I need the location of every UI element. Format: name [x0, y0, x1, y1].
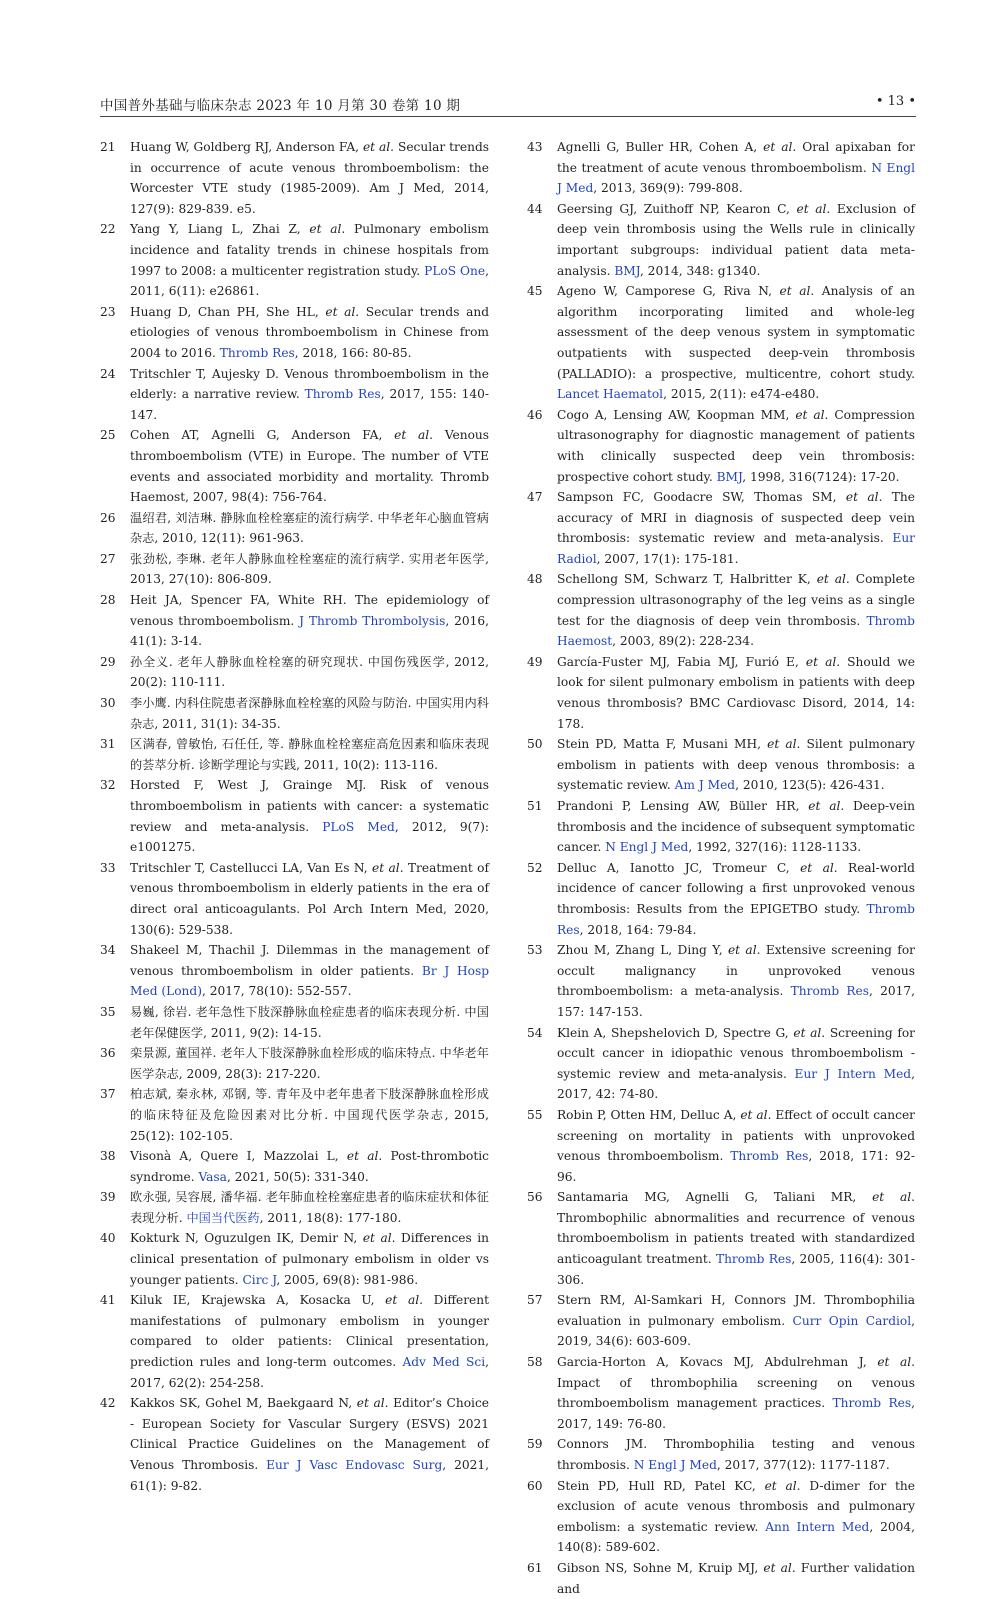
- et-al-text: et al: [740, 1107, 768, 1122]
- reference-authors-text: Connors JM. Thrombophilia testing and venous thrombosis.: [557, 1437, 915, 1472]
- reference-authors-text: Robin P, Otten HM, Delluc A,: [557, 1107, 741, 1122]
- reference-text: [130, 549, 489, 590]
- reference-number: 34: [100, 943, 116, 958]
- reference-citation-text: , 2011, 18(8): 177-180.: [259, 1210, 402, 1225]
- reference-number: 28: [100, 593, 116, 608]
- reference-text: [130, 734, 489, 775]
- reference-citation-text: , 2017, 377(12): 1177-1187.: [716, 1458, 890, 1472]
- reference-number: 52: [527, 860, 543, 875]
- journal-title: 中国普外基础与临床杂志 2023 年 10 月第 30 卷第 10 期: [100, 98, 461, 114]
- et-al-text: et al: [356, 1396, 385, 1411]
- reference-authors-text: Tritschler T, Aujesky D. Venous thromboembolism in the elderly: a narrative review.: [130, 366, 489, 402]
- reference-number: 55: [527, 1107, 543, 1122]
- reference-item: [100, 1393, 489, 1496]
- reference-number: 51: [527, 799, 543, 813]
- journal-link[interactable]: Thromb Res: [730, 1149, 809, 1164]
- reference-item: [527, 734, 915, 796]
- reference-authors-text: Zhou M, Zhang L, Ding Y,: [557, 943, 728, 958]
- reference-citation-text: , 2018, 164: 79-84.: [579, 922, 697, 937]
- et-al-text: et al: [808, 799, 841, 813]
- reference-number: 33: [100, 860, 116, 875]
- reference-title-text: . Deep-vein thrombosis and the incidence of subsequent symptomatic cancer.: [557, 799, 915, 855]
- journal-link[interactable]: Lancet Haematol: [557, 387, 664, 402]
- reference-item: [527, 1434, 915, 1475]
- journal-link[interactable]: BMJ: [614, 263, 640, 278]
- reference-item: [100, 219, 489, 301]
- reference-text: [130, 652, 489, 693]
- reference-item: [100, 302, 489, 364]
- reference-number: 49: [527, 654, 543, 669]
- et-al-text: et al: [872, 1190, 912, 1205]
- reference-text: [130, 364, 489, 426]
- reference-title-text: . Should we look for silent pulmonary embolism in patients with deep venous thrombosis? BMC Cardiovasc Disord, 2014, 14: 178.: [557, 654, 915, 731]
- reference-title-text: . Post-thrombotic syndrome.: [130, 1149, 489, 1184]
- reference-text: [557, 405, 915, 487]
- reference-number: 54: [527, 1025, 543, 1040]
- journal-link[interactable]: Br J Hosp Med (Lond): [130, 963, 489, 999]
- reference-title-text: . Oral apixaban for the treatment of acute venous thromboembolism.: [557, 140, 915, 175]
- reference-authors-text: Tritschler T, Castellucci LA, Van Es N,: [130, 860, 373, 875]
- reference-text: [130, 425, 489, 507]
- reference-number: 32: [100, 778, 116, 793]
- reference-item: [527, 1476, 915, 1558]
- reference-item: [100, 549, 489, 590]
- reference-text: [557, 1187, 915, 1290]
- reference-text: [557, 1476, 915, 1558]
- reference-text: [130, 1084, 489, 1146]
- journal-link[interactable]: N Engl J Med: [633, 1458, 717, 1472]
- reference-citation-text: , 2011, 6(11): e26861.: [130, 263, 489, 299]
- reference-text: [557, 137, 915, 199]
- reference-text: [557, 652, 915, 734]
- journal-link[interactable]: BMJ: [716, 469, 743, 484]
- reference-text: [557, 1434, 915, 1475]
- journal-link[interactable]: Thromb Res: [557, 901, 915, 937]
- journal-link[interactable]: Thromb Res: [832, 1396, 912, 1411]
- et-al-text: et al: [767, 737, 797, 752]
- reference-title-text: . Different manifestations of pulmonary embolism in younger compared to older patients: Clinical presentation, prediction rules and long-term outcomes.: [130, 1293, 490, 1370]
- reference-title-text: . Effect of occult cancer screening on mortality in patients with unprovoked venous thromboembolism.: [557, 1107, 916, 1164]
- reference-authors-text: Sampson FC, Goodacre SW, Thomas SM,: [557, 490, 846, 505]
- et-al-text: et al: [763, 1560, 792, 1575]
- journal-link[interactable]: Circ J: [242, 1272, 277, 1287]
- reference-number: 24: [100, 366, 116, 381]
- reference-item: [527, 652, 915, 734]
- journal-link[interactable]: PLoS One: [424, 263, 486, 278]
- reference-number: 31: [100, 737, 116, 752]
- reference-text: [130, 858, 489, 940]
- reference-citation-text: , 2013, 369(9): 799-808.: [593, 181, 743, 196]
- reference-authors-text: 区满春, 曾敏怡, 石任任, 等. 静脉血栓栓塞症高危因素和临床表现的荟萃分析. 诊断学理论与实践, 2011, 10(2): 113-116.: [130, 737, 489, 772]
- reference-item: [100, 425, 489, 507]
- reference-number: 38: [100, 1149, 116, 1164]
- journal-link[interactable]: Vasa: [198, 1169, 227, 1184]
- reference-authors-text: Klein A, Shepshelovich D, Spectre G,: [557, 1025, 794, 1040]
- reference-item: [527, 569, 915, 651]
- reference-citation-text: , 2005, 69(8): 981-986.: [276, 1272, 419, 1287]
- reference-number: 40: [100, 1231, 116, 1246]
- reference-number: 59: [527, 1437, 543, 1452]
- reference-authors-text: 易巍, 徐岩. 老年急性下肢深静脉血栓症患者的临床表现分析. 中国老年保健医学, 2011, 9(2): 14-15.: [130, 1004, 489, 1040]
- reference-citation-text: , 2019, 34(6): 603-609.: [557, 1313, 916, 1349]
- reference-authors-text: Stern RM, Al-Samkari H, Connors JM. Thrombophilia evaluation in pulmonary embolism.: [557, 1293, 915, 1328]
- reference-text: [557, 1352, 915, 1434]
- reference-authors-text: Santamaria MG, Agnelli G, Taliani MR,: [557, 1190, 873, 1205]
- reference-item: [527, 940, 915, 1022]
- reference-item: [527, 858, 915, 940]
- reference-authors-text: Huang D, Chan PH, She HL,: [130, 304, 326, 319]
- reference-item: [527, 1352, 915, 1434]
- reference-text: [130, 590, 489, 652]
- et-al-text: et al: [763, 140, 793, 154]
- reference-authors-text: Yang Y, Liang L, Zhai Z,: [130, 222, 310, 237]
- reference-authors-text: 柏志斌, 秦永林, 邓钢, 等. 青年及中老年患者下肢深静脉血栓形成的临床特征及危险因素对比分析. 中国现代医学杂志, 2015, 25(12): 102-105.: [130, 1087, 489, 1143]
- references-column-left: [100, 137, 489, 1496]
- reference-item: [100, 1228, 489, 1290]
- et-al-text: et al: [779, 284, 811, 299]
- reference-number: 26: [100, 510, 116, 525]
- reference-number: 60: [527, 1478, 543, 1493]
- journal-link[interactable]: Curr Opin Cardiol: [792, 1313, 912, 1328]
- et-al-text: et al: [362, 1231, 392, 1246]
- reference-item: [527, 796, 915, 858]
- et-al-text: et al: [805, 654, 837, 669]
- reference-title-text: . Impact of thrombophilia screening on venous thromboembolism management practices.: [557, 1355, 915, 1411]
- et-al-text: et al: [346, 1149, 379, 1164]
- reference-title-text: . Treatment of venous thromboembolism in elderly patients in the era of direct oral anticoagulants. Pol Arch Intern Med, 2020, 130(6): 529-538.: [130, 860, 489, 937]
- journal-link[interactable]: Eur J Vasc Endovasc Surg: [266, 1458, 443, 1472]
- journal-link[interactable]: Thromb Haemost: [557, 613, 915, 649]
- reference-number: 45: [527, 284, 543, 299]
- et-al-text: et al: [795, 407, 825, 422]
- reference-authors-text: 李小鹰. 内科住院患者深静脉血栓栓塞的风险与防治. 中国实用内科杂志, 2011, 31(1): 34-35.: [130, 696, 489, 731]
- reference-authors-text: 欧永强, 吴容展, 潘华福. 老年肺血栓栓塞症患者的临床症状和体征表现分析.: [130, 1190, 489, 1225]
- reference-title-text: . Screening for occult cancer in idiopathic venous thromboembolism - systemic review and meta-analysis.: [557, 1025, 915, 1081]
- reference-item: [527, 1290, 915, 1352]
- reference-number: 58: [527, 1355, 543, 1370]
- et-al-text: et al: [309, 222, 342, 237]
- reference-title-text: . Venous thromboembolism (VTE) in Europe. The number of VTE events and associated morbidity and mortality. Thromb Haemost, 2007, 98(4): 756-764.: [130, 428, 490, 505]
- et-al-text: et al: [385, 1293, 420, 1308]
- reference-item: [527, 137, 915, 199]
- reference-title-text: . Real-world incidence of cancer following a first unprovoked venous thrombosis: Results from the EPIGETBO study.: [557, 860, 915, 916]
- journal-link[interactable]: Thromb Res: [219, 345, 295, 360]
- reference-authors-text: Agnelli G, Buller HR, Cohen A,: [557, 140, 764, 154]
- reference-text: [557, 487, 915, 569]
- reference-authors-text: Cohen AT, Agnelli G, Anderson FA,: [130, 428, 395, 443]
- et-al-text: et al: [877, 1355, 912, 1370]
- reference-title-text: . Complete compression ultrasonography of the leg veins as a single test for the diagnosis of deep vein thrombosis.: [557, 572, 915, 628]
- reference-text: [557, 281, 915, 405]
- reference-number: 50: [527, 737, 543, 752]
- reference-title-text: . Analysis of an algorithm incorporating limited and whole-leg assessment of the deep venous system in symptomatic outpatients with suspected deep-vein thrombosis (PALLADIO): a prospective, multicentre, cohort study.: [557, 284, 915, 381]
- reference-title-text: . Editor’s Choice - European Society for Vascular Surgery (ESVS) 2021 Clinical Practice Guidelines on the Management of Venous Thrombosis.: [130, 1396, 489, 1472]
- reference-authors-text: Stein PD, Hull RD, Patel KC,: [557, 1478, 765, 1493]
- reference-number: 22: [100, 222, 116, 237]
- reference-authors-text: Visonà A, Quere I, Mazzolai L,: [130, 1149, 347, 1164]
- et-al-text: et al: [727, 943, 757, 958]
- reference-citation-text: , 2017, 78(10): 552-557.: [201, 984, 352, 999]
- et-al-text: et al: [372, 860, 400, 875]
- reference-text: [130, 302, 489, 364]
- reference-text: [130, 693, 489, 734]
- reference-authors-text: Geersing GJ, Zuithoff NP, Kearon C,: [557, 201, 797, 216]
- reference-citation-text: , 1992, 327(16): 1128-1133.: [688, 840, 862, 855]
- reference-item: [100, 652, 489, 693]
- journal-link[interactable]: J Thromb Thrombolysis: [299, 613, 446, 628]
- et-al-text: et al: [325, 304, 356, 319]
- reference-text: [130, 1393, 489, 1496]
- reference-authors-text: Heit JA, Spencer FA, White RH. The epidemiology of venous thromboembolism.: [130, 593, 489, 628]
- reference-text: [130, 1290, 489, 1393]
- reference-number: 43: [527, 140, 543, 154]
- reference-citation-text: , 2021, 50(5): 331-340.: [226, 1169, 369, 1184]
- reference-citation-text: , 2005, 116(4): 301-306.: [557, 1252, 915, 1287]
- reference-title-text: . Silent pulmonary embolism in patients with deep venous thrombosis: a systematic review.: [557, 737, 915, 793]
- reference-number: 44: [527, 201, 543, 216]
- reference-item: [100, 858, 489, 940]
- reference-authors-text: Huang W, Goldberg RJ, Anderson FA,: [130, 140, 363, 154]
- journal-link[interactable]: N Engl J Med: [557, 160, 915, 196]
- reference-text: [557, 940, 915, 1022]
- reference-number: 39: [100, 1190, 116, 1205]
- reference-item: [527, 487, 915, 569]
- reference-number: 41: [100, 1293, 116, 1308]
- reference-title-text: . Compression ultrasonography for diagnostic management of patients with clinically suspected deep vein thrombosis: prospective cohort study.: [557, 407, 916, 484]
- reference-citation-text: , 2021, 61(1): 9-82.: [130, 1458, 489, 1493]
- reference-number: 30: [100, 696, 116, 711]
- reference-authors-text: Delluc A, Ianotto JC, Tromeur C,: [557, 860, 801, 875]
- et-al-text: et al: [362, 140, 391, 154]
- reference-citation-text: , 2003, 89(2): 228-234.: [612, 634, 754, 649]
- reference-title-text: . Extensive screening for occult malignancy in unprovoked venous thromboembolism: a meta-analysis.: [557, 943, 915, 999]
- reference-number: 48: [527, 572, 543, 587]
- reference-authors-text: Kokturk N, Oguzulgen IK, Demir N,: [130, 1231, 363, 1246]
- reference-citation-text: , 2007, 17(1): 175-181.: [596, 551, 739, 566]
- reference-text: [557, 1290, 915, 1352]
- reference-item: [527, 1105, 915, 1187]
- journal-link[interactable]: Ann Intern Med: [765, 1519, 870, 1534]
- reference-authors-text: Gibson NS, Sohne M, Kruip MJ,: [557, 1560, 764, 1575]
- et-al-text: et al: [764, 1478, 797, 1493]
- reference-authors-text: Prandoni P, Lensing AW, Büller HR,: [557, 799, 809, 813]
- reference-text: [130, 1043, 489, 1084]
- et-al-text: et al: [816, 572, 846, 587]
- reference-authors-text: 温绍君, 刘洁琳. 静脉血栓栓塞症的流行病学. 中华老年心脑血管病杂志, 2010, 12(11): 961-963.: [130, 510, 489, 546]
- reference-title-text: . Pulmonary embolism incidence and fatality trends in chinese hospitals from 1997 to 2008: a multicenter registration study.: [130, 222, 489, 278]
- reference-item: [100, 775, 489, 857]
- reference-item: [100, 1084, 489, 1146]
- journal-link[interactable]: N Engl J Med: [605, 840, 689, 855]
- reference-title-text: . The accuracy of MRI in diagnosis of suspected deep vein thrombosis: systematic review and meta-analysis.: [557, 490, 915, 546]
- reference-authors-text: Schellong SM, Schwarz T, Halbritter K,: [557, 572, 817, 587]
- et-al-text: et al: [394, 428, 430, 443]
- reference-authors-text: Garcia-Horton A, Kovacs MJ, Abdulrehman J,: [557, 1355, 878, 1370]
- reference-authors-text: 栾景源, 董国祥. 老年人下肢深静脉血栓形成的临床特点. 中华老年医学杂志, 2009, 28(3): 217-220.: [130, 1046, 489, 1081]
- reference-text: [130, 508, 489, 549]
- journal-link[interactable]: Thromb Res: [304, 387, 381, 402]
- reference-item: [100, 1002, 489, 1043]
- reference-authors-text: Kakkos SK, Gohel M, Baekgaard N,: [130, 1396, 357, 1411]
- reference-item: [527, 281, 915, 405]
- reference-item: [527, 1558, 915, 1599]
- journal-link[interactable]: Adv Med Sci: [402, 1355, 486, 1370]
- reference-number: 37: [100, 1087, 116, 1102]
- reference-citation-text: , 2018, 166: 80-85.: [294, 345, 412, 360]
- reference-number: 42: [100, 1396, 116, 1411]
- journal-link[interactable]: Am J Med: [674, 778, 736, 793]
- reference-item: [100, 734, 489, 775]
- reference-text: [130, 1228, 489, 1290]
- reference-item: [100, 1146, 489, 1187]
- reference-text: [130, 219, 489, 301]
- reference-text: [130, 1187, 489, 1228]
- reference-text: [130, 137, 489, 219]
- reference-citation-text: , 2017, 155: 140-147.: [130, 387, 489, 422]
- reference-citation-text: , 2012, 9(7): e1001275.: [130, 819, 489, 855]
- reference-title-text: . Further validation and: [557, 1560, 915, 1596]
- reference-number: 61: [527, 1560, 543, 1575]
- reference-text: [130, 940, 489, 1002]
- reference-number: 46: [527, 407, 543, 422]
- running-header: [100, 94, 916, 117]
- reference-authors-text: Ageno W, Camporese G, Riva N,: [557, 284, 780, 299]
- reference-text: [557, 1105, 915, 1187]
- journal-link[interactable]: Thromb Res: [715, 1252, 792, 1267]
- reference-item: [527, 1023, 915, 1105]
- reference-authors-text: Shakeel M, Thachil J. Dilemmas in the management of venous thromboembolism in older patients.: [130, 943, 489, 978]
- reference-authors-text: Horsted F, West J, Grainge MJ. Risk of venous thromboembolism in patients with cancer: a systematic review and meta-analysis.: [130, 778, 489, 834]
- reference-number: 25: [100, 428, 116, 443]
- reference-text: [557, 569, 915, 651]
- reference-item: [100, 1187, 489, 1228]
- reference-authors-text: 张劲松, 李琳. 老年人静脉血栓栓塞症的流行病学. 实用老年医学, 2013, 27(10): 806-809.: [130, 551, 489, 587]
- reference-title-text: . Secular trends in occurrence of acute venous thromboembolism: the Worcester VTE study (1985-2009). Am J Med, 2014, 127(9): 829-839. e5.: [130, 140, 489, 216]
- et-al-text: et al: [800, 860, 834, 875]
- reference-item: [100, 508, 489, 549]
- reference-item: [100, 137, 489, 219]
- reference-title-text: . Differences in clinical presentation of pulmonary embolism in older vs younger patients.: [130, 1231, 490, 1287]
- reference-text: [557, 858, 915, 940]
- reference-authors-text: Stein PD, Matta F, Musani MH,: [557, 737, 768, 752]
- reference-citation-text: , 2017, 62(2): 254-258.: [130, 1355, 489, 1390]
- reference-title-text: . Thrombophilic abnormalities and recurrence of venous thromboembolism in patients treated with standardized anticoagulant treatment.: [557, 1190, 915, 1267]
- reference-item: [100, 1043, 489, 1084]
- reference-authors-text: Kiluk IE, Krajewska A, Kosacka U,: [130, 1293, 386, 1308]
- reference-item: [527, 1187, 915, 1290]
- reference-number: 57: [527, 1293, 543, 1308]
- reference-item: [100, 1290, 489, 1393]
- reference-text: [130, 775, 489, 857]
- reference-citation-text: , 2017, 157: 147-153.: [557, 984, 915, 1019]
- reference-number: 27: [100, 551, 116, 566]
- reference-number: 21: [100, 140, 116, 154]
- reference-number: 36: [100, 1046, 116, 1061]
- reference-number: 29: [100, 654, 116, 669]
- journal-link[interactable]: Eur Radiol: [557, 531, 915, 566]
- reference-item: [100, 940, 489, 1002]
- reference-citation-text: , 2004, 140(8): 589-602.: [557, 1519, 915, 1555]
- reference-item: [100, 693, 489, 734]
- et-al-text: et al: [793, 1025, 822, 1040]
- reference-citation-text: , 1998, 316(7124): 17-20.: [742, 469, 900, 484]
- reference-citation-text: , 2010, 123(5): 426-431.: [735, 778, 885, 793]
- et-al-text: et al: [845, 490, 879, 505]
- reference-authors-text: García-Fuster MJ, Fabia MJ, Furió E,: [557, 654, 806, 669]
- page-number: • 13 •: [875, 94, 916, 109]
- reference-citation-text: , 2018, 171: 92-96.: [557, 1149, 915, 1184]
- et-al-text: et al: [796, 201, 827, 216]
- reference-item: [527, 199, 915, 281]
- reference-item: [527, 405, 915, 487]
- reference-citation-text: , 2014, 348: g1340.: [639, 263, 761, 278]
- reference-text: [557, 734, 915, 796]
- journal-link[interactable]: 中国当代医药: [186, 1210, 260, 1225]
- reference-title-text: . Exclusion of deep vein thrombosis using the Wells rule in clinically important subgroups: individual patient data meta-analysis.: [557, 201, 915, 278]
- journal-link[interactable]: PLoS Med: [322, 819, 395, 834]
- reference-text: [130, 1146, 489, 1187]
- reference-citation-text: , 2016, 41(1): 3-14.: [130, 613, 489, 649]
- reference-number: 23: [100, 304, 116, 319]
- reference-authors-text: Cogo A, Lensing AW, Koopman MM,: [557, 407, 796, 422]
- reference-citation-text: , 2017, 42: 74-80.: [557, 1066, 915, 1102]
- references-column-right: [527, 137, 915, 1599]
- journal-link[interactable]: Eur J Intern Med: [794, 1066, 912, 1081]
- reference-text: [557, 1023, 915, 1105]
- reference-title-text: . D-dimer for the exclusion of acute venous thrombosis and pulmonary embolism: a systematic review.: [557, 1478, 915, 1534]
- reference-title-text: . Secular trends and etiologies of venous thromboembolism in Chinese from 2004 to 2016.: [130, 304, 489, 360]
- reference-text: [557, 199, 915, 281]
- reference-item: [100, 590, 489, 652]
- reference-text: [130, 1002, 489, 1043]
- reference-citation-text: , 2015, 2(11): e474-e480.: [663, 387, 820, 402]
- reference-citation-text: , 2017, 149: 76-80.: [557, 1396, 915, 1431]
- journal-link[interactable]: Thromb Res: [790, 984, 869, 999]
- reference-number: 47: [527, 490, 543, 505]
- reference-number: 53: [527, 943, 543, 958]
- reference-number: 35: [100, 1004, 116, 1019]
- reference-item: [100, 364, 489, 426]
- reference-text: [557, 796, 915, 858]
- reference-number: 56: [527, 1190, 543, 1205]
- reference-authors-text: 孙全义. 老年人静脉血栓栓塞的研究现状. 中国伤残医学, 2012, 20(2): 110-111.: [130, 654, 489, 690]
- reference-text: [557, 1558, 915, 1599]
